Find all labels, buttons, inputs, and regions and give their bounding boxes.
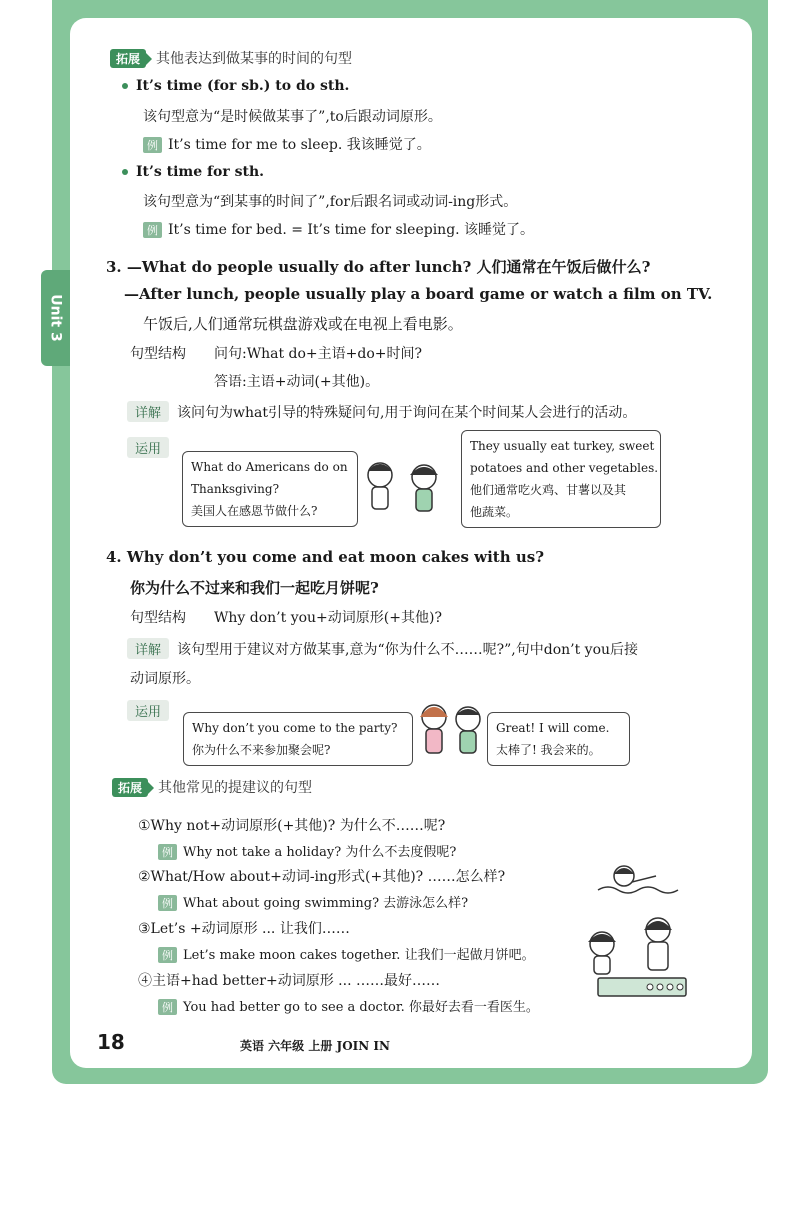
s3-detail: 详解 该问句为what引导的特殊疑问句,用于询问在某个时间某人会进行的活动。 xyxy=(127,401,636,422)
swimmer-illustration xyxy=(594,856,684,900)
badge-arrow-icon xyxy=(146,53,152,65)
speech-bubble-left: What do Americans do on Thanksgiving? 美国人在感恩节做什么? xyxy=(182,451,358,527)
pattern-2: It’s time for sth. xyxy=(122,164,264,180)
example-badge: 例 xyxy=(158,999,177,1015)
example-2: 例 It’s time for bed. = It’s time for sleeping. 该睡觉了。 xyxy=(143,219,534,239)
suggest-example-2: 例 What about going swimming? 去游泳怎么样? xyxy=(158,892,468,911)
suggest-example-1: 例 Why not take a holiday? 为什么不去度假呢? xyxy=(158,841,456,860)
tuozhan-header-2 xyxy=(112,777,312,797)
unit-tab-label: Unit 3 xyxy=(47,294,64,342)
speech-bubble-right: They usually eat turkey, sweet potatoes and other vegetables. 他们通常吃火鸡、甘薯以及其 他蔬菜。 xyxy=(461,430,661,528)
s4-use xyxy=(127,700,177,721)
s4-detail-2: 动词原形。 xyxy=(130,671,200,687)
s3-question: 3. —What do people usually do after lunch? 人们通常在午饭后做什么? xyxy=(106,258,651,276)
s4-structure: Why don’t you+动词原形(+其他)? xyxy=(214,610,442,626)
footer-text: 英语 六年级 上册 JOIN IN xyxy=(240,1039,391,1053)
detail-tag: 详解 xyxy=(127,401,169,422)
pattern-1: It’s time (for sb.) to do sth. xyxy=(122,78,349,94)
example-badge: 例 xyxy=(158,844,177,860)
use-tag: 运用 xyxy=(127,437,169,458)
example-1: 例 It’s time for me to sleep. 我该睡觉了。 xyxy=(143,134,431,154)
mooncake-making-illustration xyxy=(578,912,690,1004)
unit-tab xyxy=(41,270,70,366)
s4-question: 4. Why don’t you come and eat moon cakes with us? xyxy=(106,548,544,566)
s3-use xyxy=(127,437,177,458)
suggest-pattern-3: ③Let’s +动词原形 ... 让我们…… xyxy=(138,921,350,937)
tuozhan-title: 其他表达到做某事的时间的句型 xyxy=(156,51,353,67)
suggest-example-4: 例 You had better go to see a doctor. 你最好去看一看医生。 xyxy=(158,996,539,1015)
use-tag: 运用 xyxy=(127,700,169,721)
bullet-icon xyxy=(122,83,128,89)
s4-structure-label: 句型结构 xyxy=(130,610,186,626)
example-badge: 例 xyxy=(158,895,177,911)
tuozhan-badge: 拓展 xyxy=(110,49,146,68)
s4-question-cn: 你为什么不过来和我们一起吃月饼呢? xyxy=(130,579,379,597)
tuozhan-title: 其他常见的提建议的句型 xyxy=(158,780,313,796)
suggest-pattern-1: ①Why not+动词原形(+其他)? 为什么不……呢? xyxy=(138,818,446,834)
s3-answer: —After lunch, people usually play a board game or watch a film on TV. xyxy=(124,285,713,303)
speech-bubble-left: Why don’t you come to the party? 你为什么不来参加聚会呢? xyxy=(183,712,413,766)
bullet-icon xyxy=(122,169,128,175)
suggest-pattern-2: ②What/How about+动词-ing形式(+其他)? ……怎么样? xyxy=(138,869,506,885)
s3-answer-cn: 午饭后,人们通常玩棋盘游戏或在电视上看电影。 xyxy=(143,315,463,333)
explain-2: 该句型意为“到某事的时间了”,for后跟名词或动词-ing形式。 xyxy=(143,194,518,210)
speech-bubble-right: Great! I will come. 太棒了! 我会来的。 xyxy=(487,712,630,766)
s4-detail-1: 详解 该句型用于建议对方做某事,意为“你为什么不……呢?”,句中don’t you后接 xyxy=(127,638,638,659)
example-badge: 例 xyxy=(143,137,162,153)
badge-arrow-icon xyxy=(148,782,154,794)
example-badge: 例 xyxy=(158,947,177,963)
example-badge: 例 xyxy=(143,222,162,238)
page-number: 18 xyxy=(97,1030,125,1054)
suggest-example-3: 例 Let’s make moon cakes together. 让我们一起做月饼吧。 xyxy=(158,944,535,963)
s3-structure-question: 问句:What do+主语+do+时间? xyxy=(214,346,423,362)
suggest-pattern-4: ④主语+had better+动词原形 ... ……最好…… xyxy=(138,973,440,989)
s3-structure-answer: 答语:主语+动词(+其他)。 xyxy=(214,374,380,390)
tuozhan-badge: 拓展 xyxy=(112,778,148,797)
children-illustration xyxy=(414,697,490,763)
detail-tag: 详解 xyxy=(127,638,169,659)
explain-1: 该句型意为“是时候做某事了”,to后跟动词原形。 xyxy=(143,109,442,125)
tuozhan-header-1 xyxy=(110,48,352,68)
children-illustration xyxy=(358,455,452,519)
s3-structure-label: 句型结构 xyxy=(130,346,186,362)
